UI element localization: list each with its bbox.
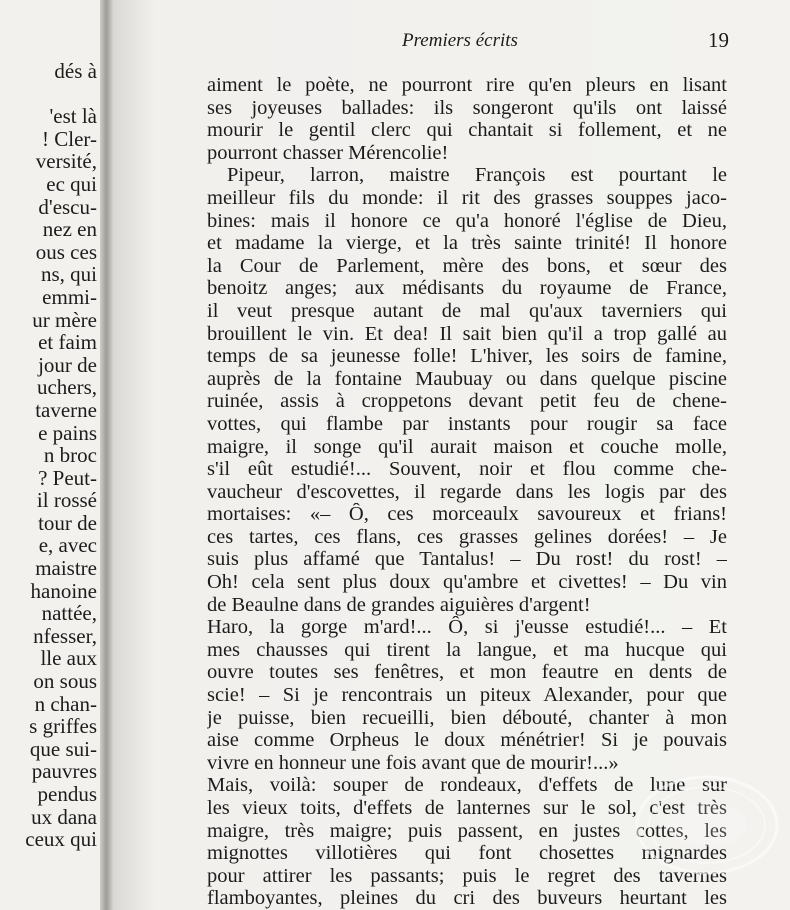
left-page-line: maistre bbox=[35, 556, 97, 581]
left-page-line: ! Cler- bbox=[42, 126, 97, 151]
left-page-line: uchers, bbox=[36, 375, 97, 400]
left-page-line: pendus bbox=[37, 782, 97, 806]
text-line: brouillent le vin. Et dea! Il sait bien qu'il a trop gallé au bbox=[207, 322, 727, 345]
left-page-line: nfesser, bbox=[33, 623, 97, 648]
text-line: scie! – Si je rencontrais un piteux Alexander, pour que bbox=[207, 684, 727, 707]
left-page-line: que sui- bbox=[29, 736, 97, 761]
text-line: mes chausses qui tirent la langue, et ma hucque qui bbox=[207, 638, 727, 661]
text-line: vaucheur d'escovettes, il regarde dans les logis par des bbox=[207, 480, 727, 503]
left-page-line: ur mère bbox=[32, 307, 97, 332]
text-line: mourir le gentil clerc qui chantait si follement, et ne bbox=[207, 119, 727, 142]
text-line: et madame la vierge, et la très sainte trinité! Il honore bbox=[207, 232, 727, 255]
text-line: flamboyantes, pleines du cri des buveurs heurtant les bbox=[207, 887, 727, 910]
left-page-line: versité, bbox=[35, 149, 97, 174]
text-line: pour attirer les passants; puis le regret des tavernes bbox=[207, 864, 727, 887]
text-line: suis plus affamé que Tantalus! – Du rost! du rost! – bbox=[207, 548, 727, 571]
left-page-line: s griffes bbox=[29, 714, 97, 739]
left-page-line: n broc bbox=[43, 443, 97, 468]
text-line: maigre, très maigre; puis passent, en justes cottes, les bbox=[207, 819, 727, 842]
watermark-stamp-icon bbox=[632, 770, 782, 880]
left-page-line: d'escu- bbox=[38, 194, 97, 219]
text-line: ses joyeuses ballades: ils songeront qu'ils ont laissé bbox=[207, 96, 727, 119]
text-line: meilleur fils du monde: il rit des grasses souppes jaco- bbox=[207, 186, 727, 209]
text-line: Haro, la gorge m'ard!... Ô, si j'eusse estudié!... – Et bbox=[207, 616, 727, 639]
text-line: Mais, voilà: souper de rondeaux, d'effets de lune sur bbox=[207, 774, 727, 797]
left-page-line: ns, qui bbox=[40, 262, 97, 287]
running-header bbox=[114, 30, 735, 56]
text-line: temps de sa jeunesse folle! L'hiver, les soirs de famine, bbox=[207, 345, 727, 368]
text-line: la Cour de Parlement, mère des bons, et sœur des bbox=[207, 254, 727, 277]
text-line: s'il eût estudié!... Souvent, noir et flou comme che- bbox=[207, 458, 727, 481]
left-page-line: dés à bbox=[54, 59, 97, 83]
text-line: Pipeur, larron, maistre François est pourtant le bbox=[227, 164, 727, 187]
left-page-line: hanoine bbox=[30, 578, 97, 603]
text-line: ruinée, assis à croppetons devant petit feu de chene- bbox=[207, 390, 727, 413]
left-page-line: e pains bbox=[38, 420, 97, 445]
left-page-line: 'est là bbox=[49, 104, 97, 129]
book-gutter bbox=[100, 0, 114, 910]
text-line: ces tartes, ces flans, ces grasses gelines dorées! – Je bbox=[207, 525, 727, 548]
text-line: de Beaulne dans de grandes aiguières d'argent! bbox=[207, 593, 591, 616]
text-line: pourront chasser Mérencolie! bbox=[207, 141, 449, 164]
left-page-line bbox=[25, 83, 97, 106]
text-line: vottes, qui flambe par instants pour rougir sa face bbox=[207, 412, 727, 435]
left-page-line: n chan- bbox=[34, 691, 97, 716]
text-line: ouvre toutes ses fenêtres, et mon feautre en dents de bbox=[207, 661, 727, 684]
text-line: mortaises: «– Ô, ces morceaulx savoureux et frians! bbox=[207, 503, 727, 526]
text-line: bines: mais il honore ce qu'a honoré l'église de Dieu, bbox=[207, 209, 727, 232]
left-page-line: nez en bbox=[42, 217, 97, 242]
left-page-line: jour de bbox=[38, 352, 97, 377]
left-page-line: lle aux bbox=[40, 646, 97, 671]
text-line: je puisse, bien recueilli, bien débouté, chanter à mon bbox=[207, 706, 727, 729]
left-page-line: il rossé bbox=[36, 488, 97, 513]
left-page-line: tour de bbox=[38, 510, 97, 535]
left-page bbox=[0, 0, 103, 910]
text-line: il veut presque autant de mal qu'aux taverniers qui bbox=[207, 299, 727, 322]
left-page-line: ? Peut- bbox=[38, 465, 97, 490]
text-line: benoitz anges; aux médisants du royaume de France, bbox=[207, 277, 727, 300]
left-page-line: e, avec bbox=[38, 533, 97, 558]
left-page-line: ous ces bbox=[35, 239, 97, 264]
left-page-line: et faim bbox=[38, 330, 97, 355]
text-line: Oh! cela sent plus doux qu'ambre et civettes! – Du vin bbox=[207, 571, 727, 594]
text-line: les vieux toits, d'effets de lanternes sur le sol, c'est très bbox=[207, 797, 727, 819]
text-line: vivre en honneur une fois avant que de mourir!...» bbox=[207, 751, 619, 774]
text-line: aiment le poète, ne pourront rire qu'en pleurs en lisant bbox=[207, 74, 727, 96]
left-page-line: ux dana bbox=[31, 804, 97, 829]
left-page-line: ec qui bbox=[46, 171, 97, 196]
left-page-line: nattée, bbox=[41, 601, 97, 626]
left-page-line: emmi- bbox=[42, 284, 97, 309]
running-title: Premiers écrits bbox=[402, 30, 518, 51]
left-page-line: ceux qui bbox=[25, 827, 97, 852]
left-page-line: taverne bbox=[35, 397, 97, 422]
left-page-line: on sous bbox=[33, 669, 97, 694]
left-page-line: pauvres bbox=[31, 759, 97, 784]
left-page-text bbox=[25, 60, 97, 851]
text-line: auprès de la fontaine Maubuay ou dans quelque piscine bbox=[207, 367, 727, 390]
text-line: maigre, il songe qu'il aurait maison et couche molle, bbox=[207, 435, 727, 458]
page-number: 19 bbox=[708, 28, 729, 52]
text-line: aise comme Orpheus le doux ménétrier! Si je pouvais bbox=[207, 729, 727, 752]
text-line: mignottes villotières qui font chosettes mignardes bbox=[207, 842, 727, 865]
